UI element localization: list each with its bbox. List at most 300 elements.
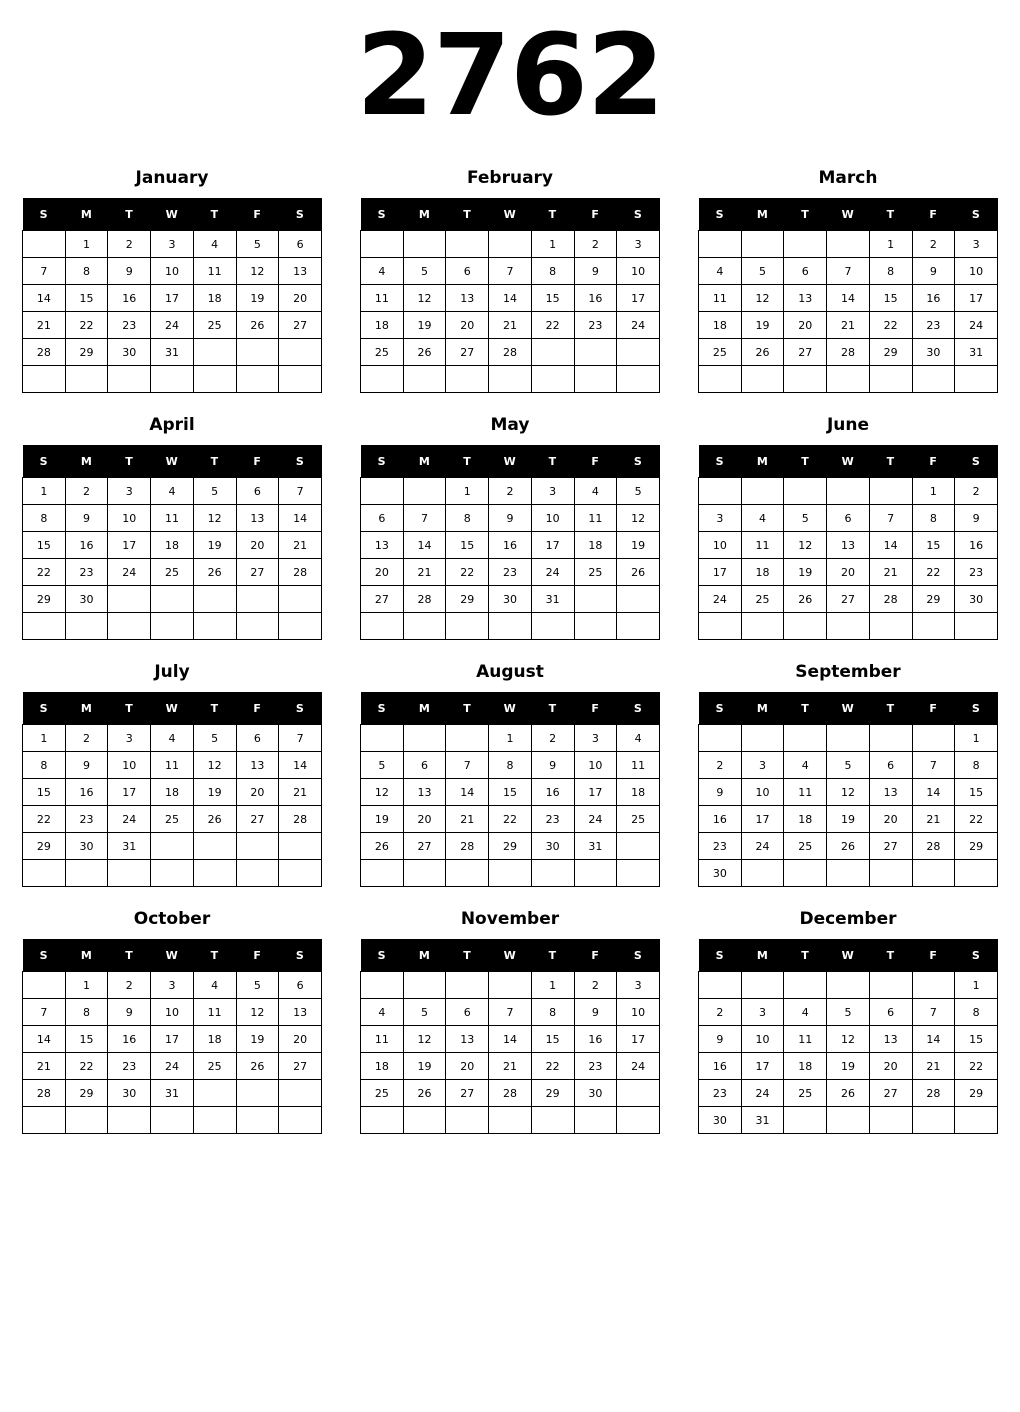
day-cell[interactable]: 16 [489, 532, 532, 559]
day-cell[interactable] [403, 725, 446, 752]
day-cell[interactable]: 21 [869, 559, 912, 586]
day-cell[interactable] [489, 613, 532, 640]
day-cell[interactable]: 11 [193, 999, 236, 1026]
day-cell[interactable]: 17 [574, 779, 617, 806]
day-cell[interactable]: 23 [489, 559, 532, 586]
day-cell[interactable]: 14 [827, 285, 870, 312]
day-cell[interactable] [403, 613, 446, 640]
day-cell[interactable]: 15 [955, 779, 998, 806]
day-cell[interactable]: 12 [403, 285, 446, 312]
day-cell[interactable] [361, 1107, 404, 1134]
day-cell[interactable]: 24 [699, 586, 742, 613]
day-cell[interactable]: 12 [236, 999, 279, 1026]
day-cell[interactable] [236, 1107, 279, 1134]
day-cell[interactable]: 27 [446, 339, 489, 366]
day-cell[interactable]: 12 [193, 752, 236, 779]
day-cell[interactable]: 5 [361, 752, 404, 779]
day-cell[interactable]: 25 [617, 806, 660, 833]
day-cell[interactable]: 7 [403, 505, 446, 532]
day-cell[interactable]: 2 [108, 972, 151, 999]
day-cell[interactable] [65, 366, 108, 393]
day-cell[interactable]: 15 [531, 285, 574, 312]
day-cell[interactable]: 29 [869, 339, 912, 366]
day-cell[interactable]: 4 [741, 505, 784, 532]
day-cell[interactable]: 27 [446, 1080, 489, 1107]
day-cell[interactable]: 19 [403, 1053, 446, 1080]
day-cell[interactable]: 22 [65, 1053, 108, 1080]
day-cell[interactable]: 3 [617, 231, 660, 258]
day-cell[interactable]: 25 [151, 559, 194, 586]
day-cell[interactable]: 15 [65, 1026, 108, 1053]
day-cell[interactable]: 6 [403, 752, 446, 779]
day-cell[interactable]: 10 [617, 258, 660, 285]
day-cell[interactable] [699, 366, 742, 393]
day-cell[interactable]: 21 [912, 806, 955, 833]
day-cell[interactable] [279, 833, 322, 860]
day-cell[interactable]: 2 [699, 999, 742, 1026]
day-cell[interactable]: 26 [827, 833, 870, 860]
day-cell[interactable]: 30 [65, 586, 108, 613]
day-cell[interactable]: 23 [699, 1080, 742, 1107]
day-cell[interactable]: 19 [193, 532, 236, 559]
day-cell[interactable]: 23 [912, 312, 955, 339]
day-cell[interactable]: 27 [236, 559, 279, 586]
day-cell[interactable]: 21 [23, 1053, 66, 1080]
day-cell[interactable]: 9 [699, 779, 742, 806]
day-cell[interactable]: 9 [108, 999, 151, 1026]
day-cell[interactable]: 2 [65, 478, 108, 505]
day-cell[interactable] [784, 613, 827, 640]
day-cell[interactable] [531, 613, 574, 640]
day-cell[interactable]: 10 [531, 505, 574, 532]
day-cell[interactable]: 14 [912, 1026, 955, 1053]
day-cell[interactable] [869, 1107, 912, 1134]
day-cell[interactable]: 28 [912, 833, 955, 860]
day-cell[interactable] [531, 860, 574, 887]
day-cell[interactable]: 14 [279, 752, 322, 779]
day-cell[interactable] [869, 613, 912, 640]
day-cell[interactable]: 3 [699, 505, 742, 532]
day-cell[interactable]: 3 [151, 972, 194, 999]
day-cell[interactable]: 19 [741, 312, 784, 339]
day-cell[interactable] [617, 833, 660, 860]
day-cell[interactable]: 22 [531, 312, 574, 339]
day-cell[interactable]: 15 [489, 779, 532, 806]
day-cell[interactable] [151, 1107, 194, 1134]
day-cell[interactable]: 15 [531, 1026, 574, 1053]
day-cell[interactable]: 29 [955, 833, 998, 860]
day-cell[interactable]: 21 [403, 559, 446, 586]
day-cell[interactable] [574, 860, 617, 887]
day-cell[interactable] [574, 1107, 617, 1134]
day-cell[interactable] [403, 231, 446, 258]
day-cell[interactable]: 14 [489, 285, 532, 312]
day-cell[interactable]: 23 [65, 559, 108, 586]
day-cell[interactable] [23, 972, 66, 999]
day-cell[interactable] [531, 366, 574, 393]
day-cell[interactable] [784, 366, 827, 393]
day-cell[interactable]: 13 [784, 285, 827, 312]
day-cell[interactable]: 16 [108, 285, 151, 312]
day-cell[interactable]: 8 [869, 258, 912, 285]
day-cell[interactable]: 23 [531, 806, 574, 833]
day-cell[interactable] [236, 586, 279, 613]
day-cell[interactable]: 5 [236, 972, 279, 999]
day-cell[interactable]: 7 [912, 999, 955, 1026]
day-cell[interactable] [617, 366, 660, 393]
day-cell[interactable] [912, 725, 955, 752]
day-cell[interactable] [151, 613, 194, 640]
day-cell[interactable]: 16 [574, 1026, 617, 1053]
day-cell[interactable]: 28 [403, 586, 446, 613]
day-cell[interactable] [236, 833, 279, 860]
day-cell[interactable]: 4 [361, 258, 404, 285]
day-cell[interactable]: 3 [574, 725, 617, 752]
day-cell[interactable]: 6 [361, 505, 404, 532]
day-cell[interactable]: 22 [489, 806, 532, 833]
day-cell[interactable] [403, 1107, 446, 1134]
day-cell[interactable] [955, 860, 998, 887]
day-cell[interactable]: 30 [108, 1080, 151, 1107]
day-cell[interactable]: 18 [784, 1053, 827, 1080]
day-cell[interactable] [869, 972, 912, 999]
day-cell[interactable]: 12 [784, 532, 827, 559]
day-cell[interactable]: 8 [23, 752, 66, 779]
day-cell[interactable] [955, 1107, 998, 1134]
day-cell[interactable]: 10 [108, 505, 151, 532]
day-cell[interactable] [151, 860, 194, 887]
day-cell[interactable] [827, 972, 870, 999]
day-cell[interactable]: 27 [361, 586, 404, 613]
day-cell[interactable]: 29 [65, 1080, 108, 1107]
day-cell[interactable]: 5 [193, 478, 236, 505]
day-cell[interactable]: 1 [531, 231, 574, 258]
day-cell[interactable] [827, 231, 870, 258]
day-cell[interactable] [446, 725, 489, 752]
day-cell[interactable]: 22 [531, 1053, 574, 1080]
day-cell[interactable]: 18 [193, 1026, 236, 1053]
day-cell[interactable]: 26 [403, 1080, 446, 1107]
day-cell[interactable]: 17 [531, 532, 574, 559]
day-cell[interactable]: 8 [531, 999, 574, 1026]
day-cell[interactable] [489, 1107, 532, 1134]
day-cell[interactable]: 5 [403, 258, 446, 285]
day-cell[interactable]: 2 [65, 725, 108, 752]
day-cell[interactable]: 18 [699, 312, 742, 339]
day-cell[interactable]: 3 [108, 725, 151, 752]
day-cell[interactable]: 5 [403, 999, 446, 1026]
day-cell[interactable] [574, 586, 617, 613]
day-cell[interactable]: 13 [446, 1026, 489, 1053]
day-cell[interactable]: 28 [489, 1080, 532, 1107]
day-cell[interactable]: 21 [912, 1053, 955, 1080]
day-cell[interactable] [827, 478, 870, 505]
day-cell[interactable]: 18 [151, 779, 194, 806]
day-cell[interactable]: 10 [108, 752, 151, 779]
day-cell[interactable] [403, 366, 446, 393]
day-cell[interactable]: 15 [912, 532, 955, 559]
day-cell[interactable]: 22 [955, 806, 998, 833]
day-cell[interactable]: 20 [869, 806, 912, 833]
day-cell[interactable]: 6 [279, 231, 322, 258]
day-cell[interactable]: 20 [236, 779, 279, 806]
day-cell[interactable]: 31 [151, 339, 194, 366]
day-cell[interactable]: 14 [279, 505, 322, 532]
day-cell[interactable]: 20 [784, 312, 827, 339]
day-cell[interactable] [446, 613, 489, 640]
day-cell[interactable]: 14 [446, 779, 489, 806]
day-cell[interactable] [784, 725, 827, 752]
day-cell[interactable]: 22 [23, 806, 66, 833]
day-cell[interactable] [827, 613, 870, 640]
day-cell[interactable]: 1 [869, 231, 912, 258]
day-cell[interactable]: 2 [108, 231, 151, 258]
day-cell[interactable]: 31 [108, 833, 151, 860]
day-cell[interactable] [236, 613, 279, 640]
day-cell[interactable] [279, 339, 322, 366]
day-cell[interactable]: 27 [236, 806, 279, 833]
day-cell[interactable]: 22 [912, 559, 955, 586]
day-cell[interactable]: 29 [955, 1080, 998, 1107]
day-cell[interactable]: 20 [279, 1026, 322, 1053]
day-cell[interactable] [784, 860, 827, 887]
day-cell[interactable] [279, 1107, 322, 1134]
day-cell[interactable]: 24 [741, 1080, 784, 1107]
day-cell[interactable] [741, 231, 784, 258]
day-cell[interactable]: 7 [869, 505, 912, 532]
day-cell[interactable] [699, 478, 742, 505]
day-cell[interactable]: 2 [574, 231, 617, 258]
day-cell[interactable]: 11 [784, 1026, 827, 1053]
day-cell[interactable]: 3 [741, 752, 784, 779]
day-cell[interactable] [361, 972, 404, 999]
day-cell[interactable]: 21 [489, 1053, 532, 1080]
day-cell[interactable] [361, 725, 404, 752]
day-cell[interactable]: 17 [108, 532, 151, 559]
day-cell[interactable] [193, 1107, 236, 1134]
day-cell[interactable]: 19 [827, 806, 870, 833]
day-cell[interactable] [617, 1107, 660, 1134]
day-cell[interactable]: 13 [827, 532, 870, 559]
day-cell[interactable] [869, 478, 912, 505]
day-cell[interactable]: 24 [617, 1053, 660, 1080]
day-cell[interactable]: 13 [446, 285, 489, 312]
day-cell[interactable]: 14 [869, 532, 912, 559]
day-cell[interactable]: 8 [955, 999, 998, 1026]
day-cell[interactable]: 1 [531, 972, 574, 999]
day-cell[interactable]: 12 [617, 505, 660, 532]
day-cell[interactable]: 21 [489, 312, 532, 339]
day-cell[interactable]: 23 [108, 312, 151, 339]
day-cell[interactable]: 9 [65, 505, 108, 532]
day-cell[interactable] [741, 725, 784, 752]
day-cell[interactable]: 20 [446, 1053, 489, 1080]
day-cell[interactable]: 8 [489, 752, 532, 779]
day-cell[interactable]: 10 [574, 752, 617, 779]
day-cell[interactable]: 2 [531, 725, 574, 752]
day-cell[interactable]: 15 [65, 285, 108, 312]
day-cell[interactable]: 18 [361, 312, 404, 339]
day-cell[interactable]: 11 [361, 1026, 404, 1053]
day-cell[interactable]: 2 [699, 752, 742, 779]
day-cell[interactable]: 23 [699, 833, 742, 860]
day-cell[interactable]: 26 [741, 339, 784, 366]
day-cell[interactable]: 5 [741, 258, 784, 285]
day-cell[interactable] [193, 1080, 236, 1107]
day-cell[interactable]: 1 [23, 478, 66, 505]
day-cell[interactable]: 22 [23, 559, 66, 586]
day-cell[interactable]: 31 [955, 339, 998, 366]
day-cell[interactable]: 1 [912, 478, 955, 505]
day-cell[interactable]: 11 [699, 285, 742, 312]
day-cell[interactable] [699, 972, 742, 999]
day-cell[interactable]: 18 [574, 532, 617, 559]
day-cell[interactable]: 5 [617, 478, 660, 505]
day-cell[interactable]: 4 [574, 478, 617, 505]
day-cell[interactable]: 8 [955, 752, 998, 779]
day-cell[interactable] [489, 860, 532, 887]
day-cell[interactable]: 6 [869, 999, 912, 1026]
day-cell[interactable]: 28 [912, 1080, 955, 1107]
day-cell[interactable]: 21 [827, 312, 870, 339]
day-cell[interactable] [193, 860, 236, 887]
day-cell[interactable]: 28 [827, 339, 870, 366]
day-cell[interactable] [108, 613, 151, 640]
day-cell[interactable]: 17 [151, 285, 194, 312]
day-cell[interactable]: 6 [784, 258, 827, 285]
day-cell[interactable] [23, 860, 66, 887]
day-cell[interactable]: 31 [151, 1080, 194, 1107]
day-cell[interactable]: 3 [108, 478, 151, 505]
day-cell[interactable]: 27 [279, 312, 322, 339]
day-cell[interactable] [827, 860, 870, 887]
day-cell[interactable]: 13 [869, 1026, 912, 1053]
day-cell[interactable]: 20 [869, 1053, 912, 1080]
day-cell[interactable]: 6 [446, 999, 489, 1026]
day-cell[interactable]: 7 [279, 478, 322, 505]
day-cell[interactable]: 29 [912, 586, 955, 613]
day-cell[interactable]: 5 [236, 231, 279, 258]
day-cell[interactable] [741, 478, 784, 505]
day-cell[interactable]: 22 [869, 312, 912, 339]
day-cell[interactable]: 7 [827, 258, 870, 285]
day-cell[interactable] [279, 1080, 322, 1107]
day-cell[interactable]: 8 [65, 999, 108, 1026]
day-cell[interactable]: 9 [108, 258, 151, 285]
day-cell[interactable]: 22 [446, 559, 489, 586]
day-cell[interactable] [193, 586, 236, 613]
day-cell[interactable]: 17 [617, 285, 660, 312]
day-cell[interactable]: 2 [574, 972, 617, 999]
day-cell[interactable]: 28 [489, 339, 532, 366]
day-cell[interactable]: 6 [236, 478, 279, 505]
day-cell[interactable] [279, 860, 322, 887]
day-cell[interactable]: 25 [151, 806, 194, 833]
day-cell[interactable]: 10 [151, 999, 194, 1026]
day-cell[interactable]: 4 [699, 258, 742, 285]
day-cell[interactable] [151, 833, 194, 860]
day-cell[interactable] [279, 366, 322, 393]
day-cell[interactable]: 22 [65, 312, 108, 339]
day-cell[interactable]: 20 [361, 559, 404, 586]
day-cell[interactable]: 4 [151, 725, 194, 752]
day-cell[interactable]: 11 [617, 752, 660, 779]
day-cell[interactable]: 20 [827, 559, 870, 586]
day-cell[interactable]: 15 [955, 1026, 998, 1053]
day-cell[interactable] [869, 366, 912, 393]
day-cell[interactable]: 24 [617, 312, 660, 339]
day-cell[interactable] [65, 613, 108, 640]
day-cell[interactable]: 9 [489, 505, 532, 532]
day-cell[interactable]: 24 [955, 312, 998, 339]
day-cell[interactable]: 1 [65, 231, 108, 258]
day-cell[interactable]: 5 [827, 752, 870, 779]
day-cell[interactable]: 15 [23, 779, 66, 806]
day-cell[interactable]: 19 [236, 285, 279, 312]
day-cell[interactable]: 24 [151, 1053, 194, 1080]
day-cell[interactable]: 19 [617, 532, 660, 559]
day-cell[interactable] [912, 613, 955, 640]
day-cell[interactable] [108, 860, 151, 887]
day-cell[interactable] [784, 1107, 827, 1134]
day-cell[interactable] [531, 1107, 574, 1134]
day-cell[interactable]: 24 [151, 312, 194, 339]
day-cell[interactable]: 28 [23, 339, 66, 366]
day-cell[interactable]: 28 [446, 833, 489, 860]
day-cell[interactable] [699, 231, 742, 258]
day-cell[interactable]: 10 [699, 532, 742, 559]
day-cell[interactable]: 26 [617, 559, 660, 586]
day-cell[interactable]: 12 [741, 285, 784, 312]
day-cell[interactable]: 24 [108, 559, 151, 586]
day-cell[interactable]: 10 [741, 779, 784, 806]
day-cell[interactable]: 27 [869, 833, 912, 860]
day-cell[interactable]: 26 [403, 339, 446, 366]
day-cell[interactable]: 17 [699, 559, 742, 586]
day-cell[interactable]: 29 [531, 1080, 574, 1107]
day-cell[interactable]: 14 [912, 779, 955, 806]
day-cell[interactable]: 9 [699, 1026, 742, 1053]
day-cell[interactable]: 15 [23, 532, 66, 559]
day-cell[interactable]: 24 [574, 806, 617, 833]
day-cell[interactable] [912, 366, 955, 393]
day-cell[interactable] [827, 725, 870, 752]
day-cell[interactable] [446, 231, 489, 258]
day-cell[interactable]: 30 [108, 339, 151, 366]
day-cell[interactable]: 16 [574, 285, 617, 312]
day-cell[interactable]: 21 [279, 779, 322, 806]
day-cell[interactable]: 4 [784, 999, 827, 1026]
day-cell[interactable]: 9 [574, 999, 617, 1026]
day-cell[interactable] [361, 366, 404, 393]
day-cell[interactable]: 30 [955, 586, 998, 613]
day-cell[interactable]: 12 [827, 1026, 870, 1053]
day-cell[interactable] [108, 586, 151, 613]
day-cell[interactable]: 29 [489, 833, 532, 860]
day-cell[interactable]: 7 [23, 258, 66, 285]
day-cell[interactable] [23, 231, 66, 258]
day-cell[interactable]: 31 [531, 586, 574, 613]
day-cell[interactable]: 16 [699, 806, 742, 833]
day-cell[interactable]: 25 [361, 339, 404, 366]
day-cell[interactable] [955, 613, 998, 640]
day-cell[interactable] [193, 339, 236, 366]
day-cell[interactable]: 6 [446, 258, 489, 285]
day-cell[interactable]: 11 [741, 532, 784, 559]
day-cell[interactable]: 26 [236, 312, 279, 339]
day-cell[interactable] [827, 366, 870, 393]
day-cell[interactable]: 10 [741, 1026, 784, 1053]
